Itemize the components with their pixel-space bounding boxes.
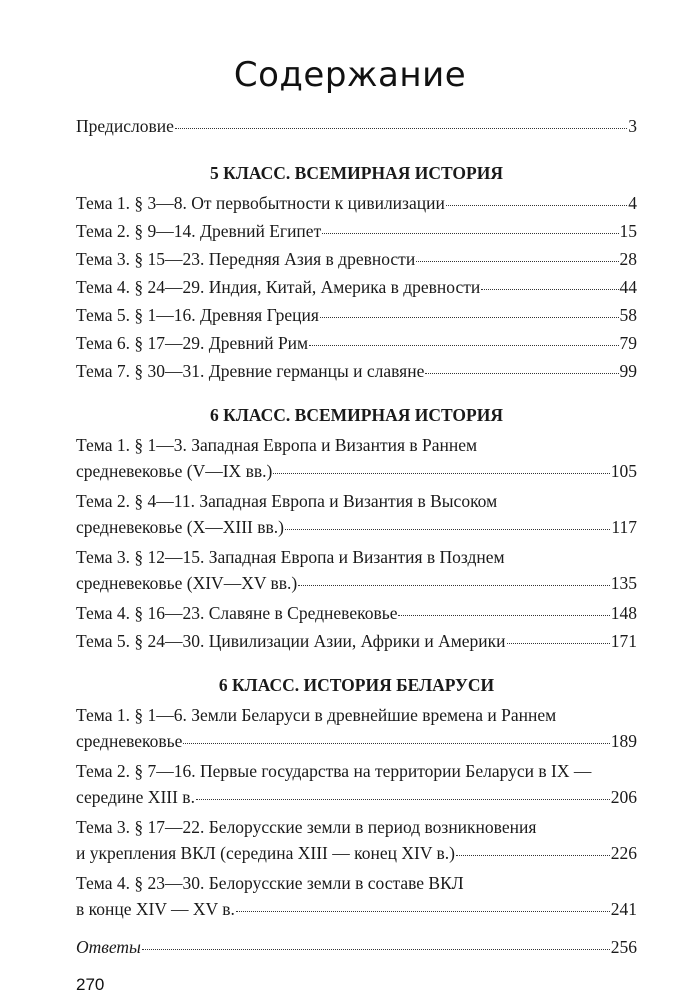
dot-leader	[446, 205, 627, 206]
entry-title-line1: Тема 2. § 4—11. Западная Европа и Византия в Высоком	[76, 491, 498, 511]
dot-leader	[309, 345, 618, 346]
toc-entry[interactable]	[76, 302, 637, 330]
dot-leader	[183, 743, 609, 744]
entry-title: Предисловие	[76, 116, 174, 136]
entry-title: Ответы	[76, 937, 141, 957]
entry-title: Тема 2. § 9—14. Древний Египет	[76, 221, 322, 241]
toc-entry[interactable]	[76, 488, 637, 544]
entry-title-line2: в конце XIV — XV в.	[76, 899, 235, 919]
toc-entry-answers[interactable]	[76, 934, 637, 962]
entry-title-line2: средневековье (X—XIII вв.)	[76, 517, 284, 537]
toc-entry-preface[interactable]	[76, 113, 637, 141]
toc-entry[interactable]	[76, 628, 637, 656]
entry-page: 148	[610, 603, 637, 623]
entry-title: Тема 5. § 1—16. Древняя Греция	[76, 305, 319, 325]
toc-entry[interactable]	[76, 544, 637, 600]
dot-leader	[196, 799, 610, 800]
toc-entry[interactable]	[76, 274, 637, 302]
dot-leader	[481, 289, 618, 290]
toc-entry[interactable]	[76, 758, 637, 814]
entry-title: Тема 4. § 24—29. Индия, Китай, Америка в древности	[76, 277, 481, 297]
dot-leader	[273, 473, 609, 474]
toc-entry[interactable]	[76, 218, 637, 246]
entry-title: Тема 1. § 3—8. От первобытности к цивилизации	[76, 193, 445, 213]
entry-title-line2: средневековье (XIV—XV вв.)	[76, 573, 298, 593]
section-header: 6 КЛАСС. ВСЕМИРНАЯ ИСТОРИЯ	[210, 405, 503, 425]
entry-page: 206	[610, 787, 637, 807]
entry-title-line2: средневековье	[76, 731, 183, 751]
dot-leader	[320, 317, 619, 318]
dot-leader	[298, 585, 609, 586]
entry-page: 105	[610, 461, 637, 481]
entry-title-line1: Тема 3. § 17—22. Белорусские земли в период возникновения	[76, 817, 537, 837]
entry-title-line1: Тема 1. § 1—6. Земли Беларуси в древнейшие времена и Раннем	[76, 705, 557, 725]
entry-page: 15	[619, 221, 637, 241]
entry-title: Тема 7. § 30—31. Древние германцы и славяне	[76, 361, 425, 381]
dot-leader	[236, 911, 610, 912]
toc-entry[interactable]	[76, 358, 637, 386]
entry-page: 4	[628, 193, 637, 213]
entry-title-line1: Тема 4. § 23—30. Белорусские земли в составе ВКЛ	[76, 873, 464, 893]
entry-page: 28	[619, 249, 637, 269]
entry-page: 189	[610, 731, 637, 751]
entry-title: Тема 4. § 16—23. Славяне в Средневековье	[76, 603, 398, 623]
entry-page: 171	[610, 631, 637, 651]
entry-title-line1: Тема 1. § 1—3. Западная Европа и Византия в Раннем	[76, 435, 478, 455]
dot-leader	[142, 949, 610, 950]
entry-page: 256	[610, 937, 637, 957]
page-number: 270	[76, 975, 105, 994]
section-header: 6 КЛАСС. ИСТОРИЯ БЕЛАРУСИ	[218, 675, 495, 695]
dot-leader	[322, 233, 618, 234]
toc-entry[interactable]	[76, 432, 637, 488]
toc-entry[interactable]	[76, 702, 637, 758]
entry-title-line2: середине XIII в.	[76, 787, 195, 807]
dot-leader	[507, 643, 610, 644]
page-title: Содержание	[233, 55, 467, 95]
entry-title-line2: средневековье (V—IX вв.)	[76, 461, 273, 481]
dot-leader	[416, 261, 618, 262]
entry-page: 117	[611, 517, 637, 537]
entry-page: 79	[619, 333, 637, 353]
dot-leader	[398, 615, 609, 616]
toc-entry[interactable]	[76, 814, 637, 870]
dot-leader	[175, 128, 627, 129]
entry-title: Тема 6. § 17—29. Древний Рим	[76, 333, 309, 353]
entry-page: 3	[628, 116, 637, 136]
entry-page: 135	[610, 573, 637, 593]
entry-page: 58	[619, 305, 637, 325]
dot-leader	[285, 529, 610, 530]
section-header: 5 КЛАСС. ВСЕМИРНАЯ ИСТОРИЯ	[210, 163, 503, 183]
dot-leader	[425, 373, 618, 374]
entry-title-line2: и укрепления ВКЛ (середина XIII — конец XIV в.)	[76, 843, 455, 863]
entry-page: 241	[610, 899, 637, 919]
entry-page: 99	[619, 361, 637, 381]
toc-entry[interactable]	[76, 190, 637, 218]
toc-entry[interactable]	[76, 600, 637, 628]
toc-entry[interactable]	[76, 330, 637, 358]
entry-page: 226	[610, 843, 637, 863]
entry-title-line1: Тема 3. § 12—15. Западная Европа и Византия в Позднем	[76, 547, 505, 567]
table-of-contents	[76, 113, 637, 962]
toc-entry[interactable]	[76, 246, 637, 274]
entry-title-line1: Тема 2. § 7—16. Первые государства на территории Беларуси в IX —	[76, 761, 592, 781]
dot-leader	[456, 855, 610, 856]
entry-title: Тема 3. § 15—23. Передняя Азия в древности	[76, 249, 416, 269]
entry-page: 44	[619, 277, 637, 297]
entry-title: Тема 5. § 24—30. Цивилизации Азии, Африки и Америки	[76, 631, 506, 651]
toc-entry[interactable]	[76, 870, 637, 926]
